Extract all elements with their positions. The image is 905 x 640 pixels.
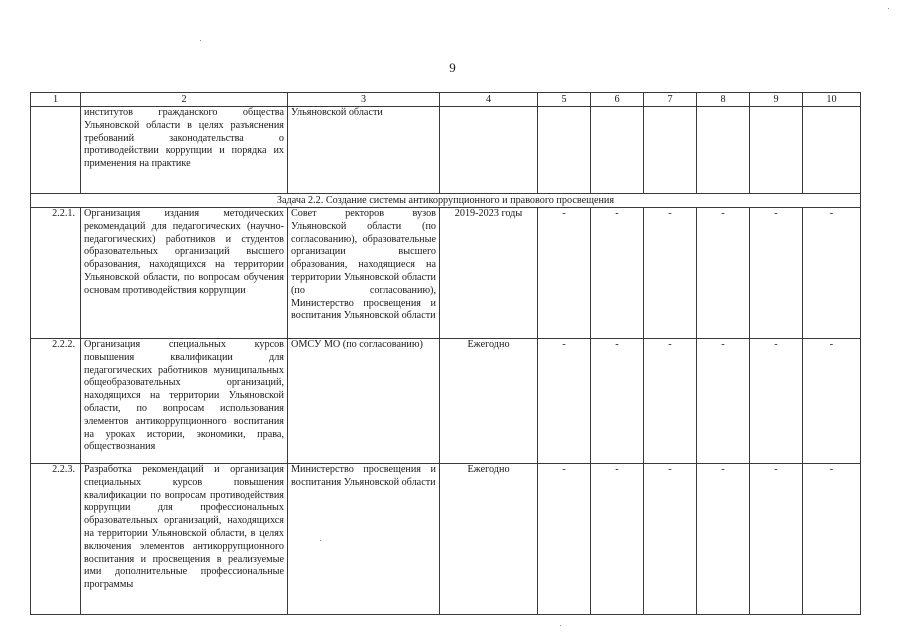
row-number: 2.2.2.	[31, 339, 81, 464]
row-number: 2.2.1.	[31, 208, 81, 339]
value-cell	[538, 107, 591, 194]
period-cell: Ежегодно	[440, 339, 538, 464]
task-row	[31, 194, 861, 208]
header-cell: 4	[440, 93, 538, 107]
measure-description: Организация издания методических рекомендаций для педагогических (научно-педагогических) работников и студентов образовательных организаций высшего образования, находящихся на территории Ульяновской области, по вопросам обучения основам противодействия коррупции	[81, 208, 288, 339]
value-cell	[644, 107, 697, 194]
value-cell: -	[538, 208, 591, 339]
value-cell: -	[803, 339, 861, 464]
value-cell: -	[644, 339, 697, 464]
value-cell: -	[644, 208, 697, 339]
scan-speck	[320, 540, 321, 541]
value-cell: -	[538, 464, 591, 615]
header-cell: 5	[538, 93, 591, 107]
executor-cell: Ульяновской области	[288, 107, 440, 194]
value-cell: -	[803, 208, 861, 339]
header-cell: 1	[31, 93, 81, 107]
period-cell	[440, 107, 538, 194]
table-row	[31, 464, 861, 615]
period-cell: Ежегодно	[440, 464, 538, 615]
executor-cell: Министерство просвещения и воспитания Ульяновской области	[288, 464, 440, 615]
value-cell: -	[591, 464, 644, 615]
value-cell: -	[750, 339, 803, 464]
measure-description: институтов гражданского общества Ульяновской области в целях разъяснения требований законодательства о противодействии коррупции и порядка их применения на практике	[81, 107, 288, 194]
executor-cell: Совет ректоров вузов Ульяновской области (по согласованию), образовательные организации высшего образования, находящиеся на территории Ульяновской области (по согласованию), Министерство просвещения и воспитания Ульяновской области	[288, 208, 440, 339]
value-cell: -	[750, 464, 803, 615]
row-number	[31, 107, 81, 194]
value-cell	[750, 107, 803, 194]
header-cell: 7	[644, 93, 697, 107]
value-cell: -	[750, 208, 803, 339]
value-cell: -	[803, 464, 861, 615]
period-cell: 2019-2023 годы	[440, 208, 538, 339]
table-row-continuation	[31, 107, 861, 194]
page-number: 9	[449, 60, 456, 75]
header-cell: 6	[591, 93, 644, 107]
header-cell: 3	[288, 93, 440, 107]
scan-speck	[560, 625, 561, 626]
measures-table	[30, 92, 861, 615]
scan-speck	[888, 8, 889, 9]
scan-speck	[200, 40, 201, 41]
value-cell: -	[591, 208, 644, 339]
header-cell: 10	[803, 93, 861, 107]
value-cell	[803, 107, 861, 194]
header-cell: 9	[750, 93, 803, 107]
header-cell: 8	[697, 93, 750, 107]
value-cell: -	[697, 464, 750, 615]
value-cell: -	[538, 339, 591, 464]
value-cell	[591, 107, 644, 194]
header-cell: 2	[81, 93, 288, 107]
value-cell	[697, 107, 750, 194]
measure-description: Разработка рекомендаций и организация специальных курсов повышения квалификации по вопросам противодействия коррупции для профессиональных образовательных организаций, находящихся на территории Ульяновской области, в целях включения элементов антикоррупционного воспитания и просвещения в реализуемые ими дополнительные профессиональные программы	[81, 464, 288, 615]
table-row	[31, 339, 861, 464]
value-cell: -	[591, 339, 644, 464]
task-heading: Задача 2.2. Создание системы антикоррупционного и правового просвещения	[31, 194, 861, 208]
value-cell: -	[644, 464, 697, 615]
header-row	[31, 93, 861, 107]
value-cell: -	[697, 208, 750, 339]
measure-description: Организация специальных курсов повышения квалификации для педагогических работников муниципальных общеобразовательных организаций, находящихся на территории Ульяновской области, по вопросам использования элементов антикоррупционного воспитания на уроках истории, экономики, права, обществознания	[81, 339, 288, 464]
executor-cell: ОМСУ МО (по согласованию)	[288, 339, 440, 464]
value-cell: -	[697, 339, 750, 464]
table-row	[31, 208, 861, 339]
row-number: 2.2.3.	[31, 464, 81, 615]
